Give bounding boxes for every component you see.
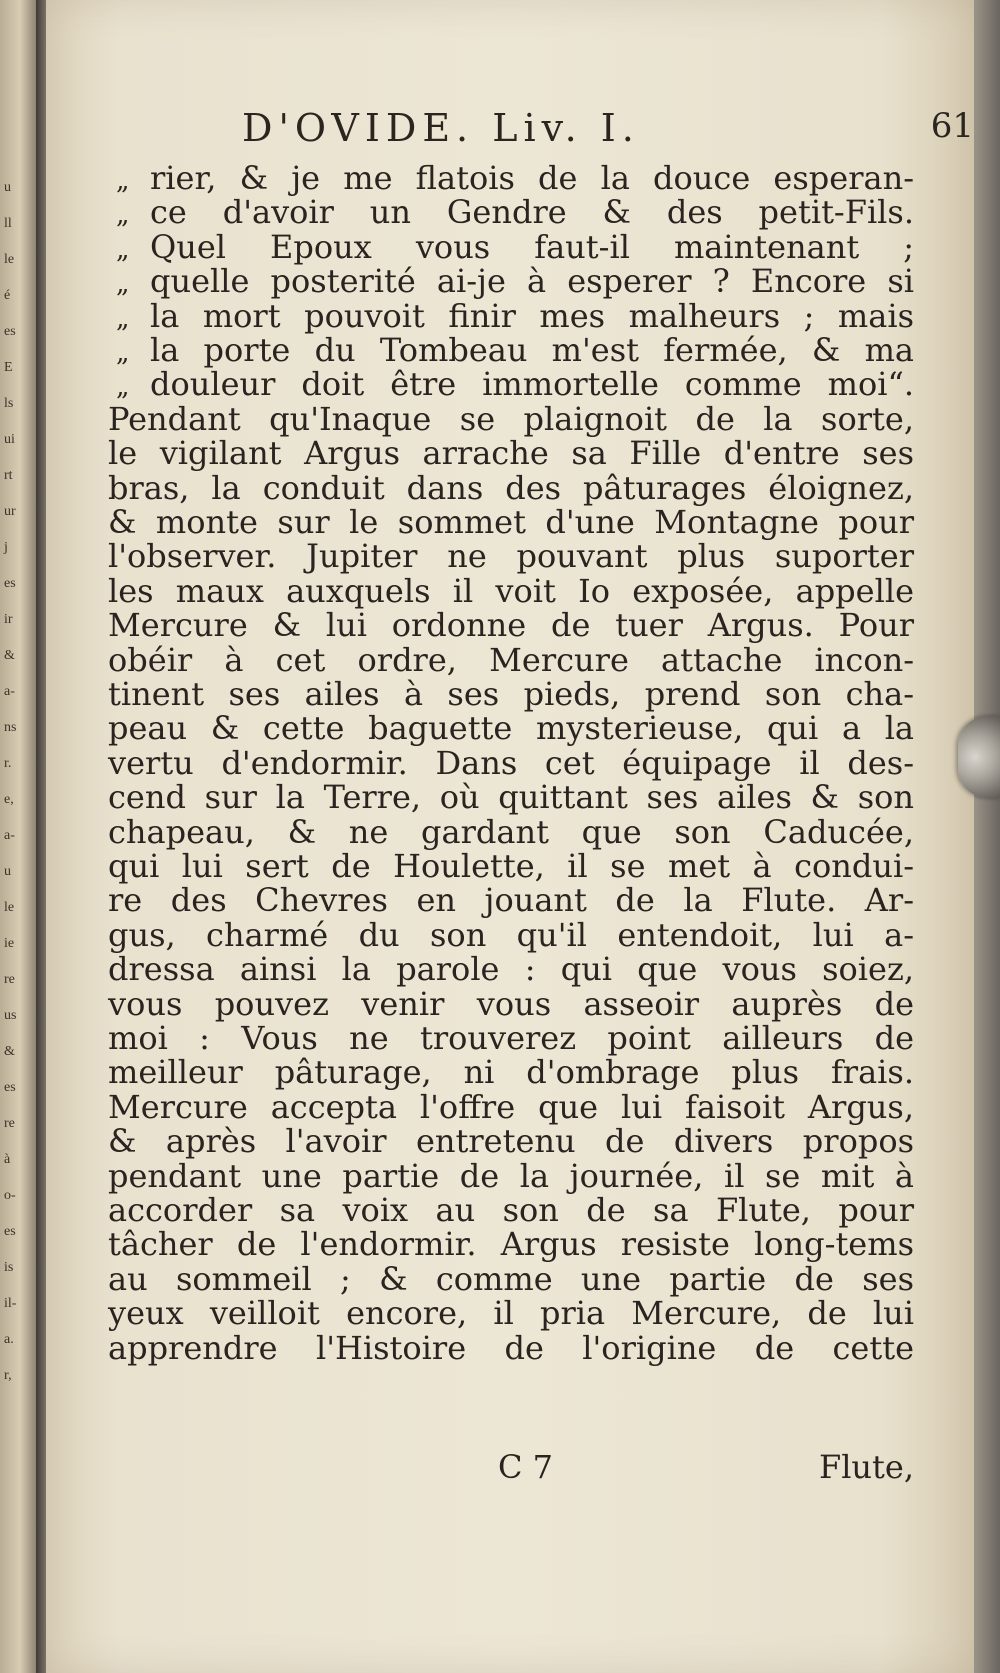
- text-line: & monte sur le sommet d'une Montagne pour: [108, 503, 914, 541]
- book-clasp: [958, 716, 1000, 798]
- facing-page-fragment: a-: [4, 684, 15, 699]
- facing-page-fragment: ur: [4, 504, 16, 519]
- facing-page-fragment: es: [4, 324, 16, 339]
- quoted-line-text: Quel Epoux vous faut-il maintenant ;: [150, 227, 914, 266]
- facing-page-fragment: u: [4, 180, 11, 195]
- quoted-line: [116, 298, 914, 334]
- book-cover-edge: [974, 0, 1000, 1673]
- facing-page-fragment: r,: [4, 1368, 12, 1383]
- quoted-line: [116, 332, 914, 368]
- facing-page-fragment: u: [4, 864, 11, 879]
- quote-mark: „: [116, 269, 130, 300]
- facing-page-fragment: ir: [4, 612, 13, 627]
- text-line: obéir à cet ordre, Mercure attache incon-: [108, 640, 914, 679]
- facing-page-fragment: es: [4, 1080, 16, 1095]
- body-text: [46, 0, 974, 1673]
- facing-page-fragment: ls: [4, 396, 14, 411]
- text-line: peau & cette baguette mysterieuse, qui a la: [108, 709, 914, 748]
- text-line: vertu d'endormir. Dans cet équipage il des-: [108, 743, 914, 782]
- quote-mark: „: [116, 338, 130, 368]
- facing-page-fragment: re: [4, 1116, 15, 1131]
- facing-page-fragment: il-: [4, 1296, 17, 1311]
- text-line: qui lui sert de Houlette, il se met à condui-: [108, 847, 914, 885]
- page-number: 61: [930, 106, 974, 146]
- text-line: & après l'avoir entretenu de divers propos: [108, 1122, 914, 1161]
- facing-page-fragment: &: [4, 648, 15, 663]
- facing-page-fragment: a.: [4, 1332, 14, 1347]
- quoted-line: [116, 229, 914, 265]
- text-line: apprendre l'Histoire de l'origine de cette: [108, 1328, 914, 1367]
- quoted-line-text: quelle posterité ai-je à esperer ? Encore si: [150, 262, 914, 301]
- text-line: meilleur pâturage, ni d'ombrage plus frais.: [108, 1053, 914, 1092]
- page-footer: [108, 1448, 914, 1488]
- text-line: bras, la conduit dans des pâturages éloignez,: [108, 468, 914, 507]
- facing-page-edge: [0, 0, 36, 1673]
- facing-page-fragment: es: [4, 576, 16, 591]
- catchword: Flute,: [818, 1448, 914, 1486]
- quote-mark: „: [116, 234, 130, 265]
- facing-page-fragment: is: [4, 1260, 14, 1275]
- text-line: l'observer. Jupiter ne pouvant plus suporter: [108, 537, 914, 576]
- text-line: les maux auxquels il voit Io exposée, appelle: [108, 571, 914, 610]
- text-line: vous pouvez venir vous asseoir auprès de: [108, 984, 914, 1023]
- text-line: au sommeil ; & comme une partie de ses: [108, 1259, 914, 1298]
- facing-page-fragment: j: [4, 540, 8, 555]
- quoted-line: [116, 263, 914, 299]
- facing-page-fragment: é: [4, 288, 11, 303]
- facing-page-fragment: ie: [4, 936, 15, 951]
- facing-page-fragment: le: [4, 900, 15, 915]
- text-line: Mercure & lui ordonne de tuer Argus. Pour: [108, 606, 914, 645]
- text-line: tinent ses ailes à ses pieds, prend son cha-: [108, 675, 914, 713]
- text-line: accorder sa voix au son de sa Flute, pour: [108, 1191, 914, 1229]
- quoted-line-text: la porte du Tombeau m'est fermée, & ma: [150, 331, 914, 369]
- facing-page-fragment: re: [4, 972, 15, 987]
- facing-page-fragment: ns: [4, 720, 17, 735]
- text-line: yeux veilloit encore, il pria Mercure, de lui: [108, 1294, 914, 1333]
- facing-page-fragment: r.: [4, 756, 12, 771]
- facing-page-fragment: ll: [4, 216, 12, 231]
- facing-page-fragment: rt: [4, 468, 13, 483]
- text-line: re des Chevres en jouant de la Flute. Ar-: [108, 881, 914, 920]
- text-line: cend sur la Terre, où quittant ses ailes & son: [108, 778, 914, 817]
- book-gutter: [36, 0, 46, 1673]
- facing-page-fragment: es: [4, 1224, 16, 1239]
- signature-mark: C 7: [498, 1448, 554, 1486]
- text-line: le vigilant Argus arrache sa Fille d'entre ses: [108, 434, 914, 473]
- text-line: moi : Vous ne trouverez point ailleurs de: [108, 1019, 914, 1057]
- quoted-line-text: ce d'avoir un Gendre & des petit-Fils.: [150, 193, 914, 232]
- quote-mark: „: [116, 372, 130, 403]
- book-page: [46, 0, 974, 1673]
- text-line: tâcher de l'endormir. Argus resiste long-tems: [108, 1225, 914, 1264]
- text-line: gus, charmé du son qu'il entendoit, lui a-: [108, 915, 914, 954]
- text-line: Mercure accepta l'offre que lui faisoit Argus,: [108, 1087, 914, 1126]
- quoted-line: [116, 194, 914, 230]
- quote-mark: „: [116, 303, 130, 334]
- facing-page-fragment: us: [4, 1008, 17, 1023]
- quote-mark: „: [116, 166, 130, 196]
- facing-page-fragment: a-: [4, 828, 15, 843]
- quote-mark: „: [116, 200, 130, 231]
- quoted-line-text: la mort pouvoit finir mes malheurs ; mais: [150, 296, 914, 335]
- running-title: D'OVIDE. Liv. I.: [242, 106, 640, 150]
- facing-page-fragment: E: [4, 360, 13, 375]
- facing-page-fragment: le: [4, 252, 15, 267]
- text-line: Pendant qu'Inaque se plaignoit de la sorte,: [108, 399, 914, 438]
- facing-page-fragment: ui: [4, 432, 15, 447]
- facing-page-fragment: &: [4, 1044, 15, 1059]
- quoted-line-text: rier, & je me flatois de la douce esperan-: [150, 159, 914, 197]
- text-line: chapeau, & ne gardant que son Caducée,: [108, 812, 914, 851]
- facing-page-fragment: e,: [4, 792, 14, 807]
- quoted-line: [116, 366, 914, 402]
- quoted-line: [116, 160, 914, 196]
- facing-page-fragment: o-: [4, 1188, 16, 1203]
- text-line: dressa ainsi la parole : qui que vous soiez,: [108, 950, 914, 989]
- facing-page-fragment: à: [4, 1152, 11, 1167]
- text-line: pendant une partie de la journée, il se mit à: [108, 1156, 914, 1195]
- quoted-line-text: douleur doit être immortelle comme moi“.: [150, 365, 914, 404]
